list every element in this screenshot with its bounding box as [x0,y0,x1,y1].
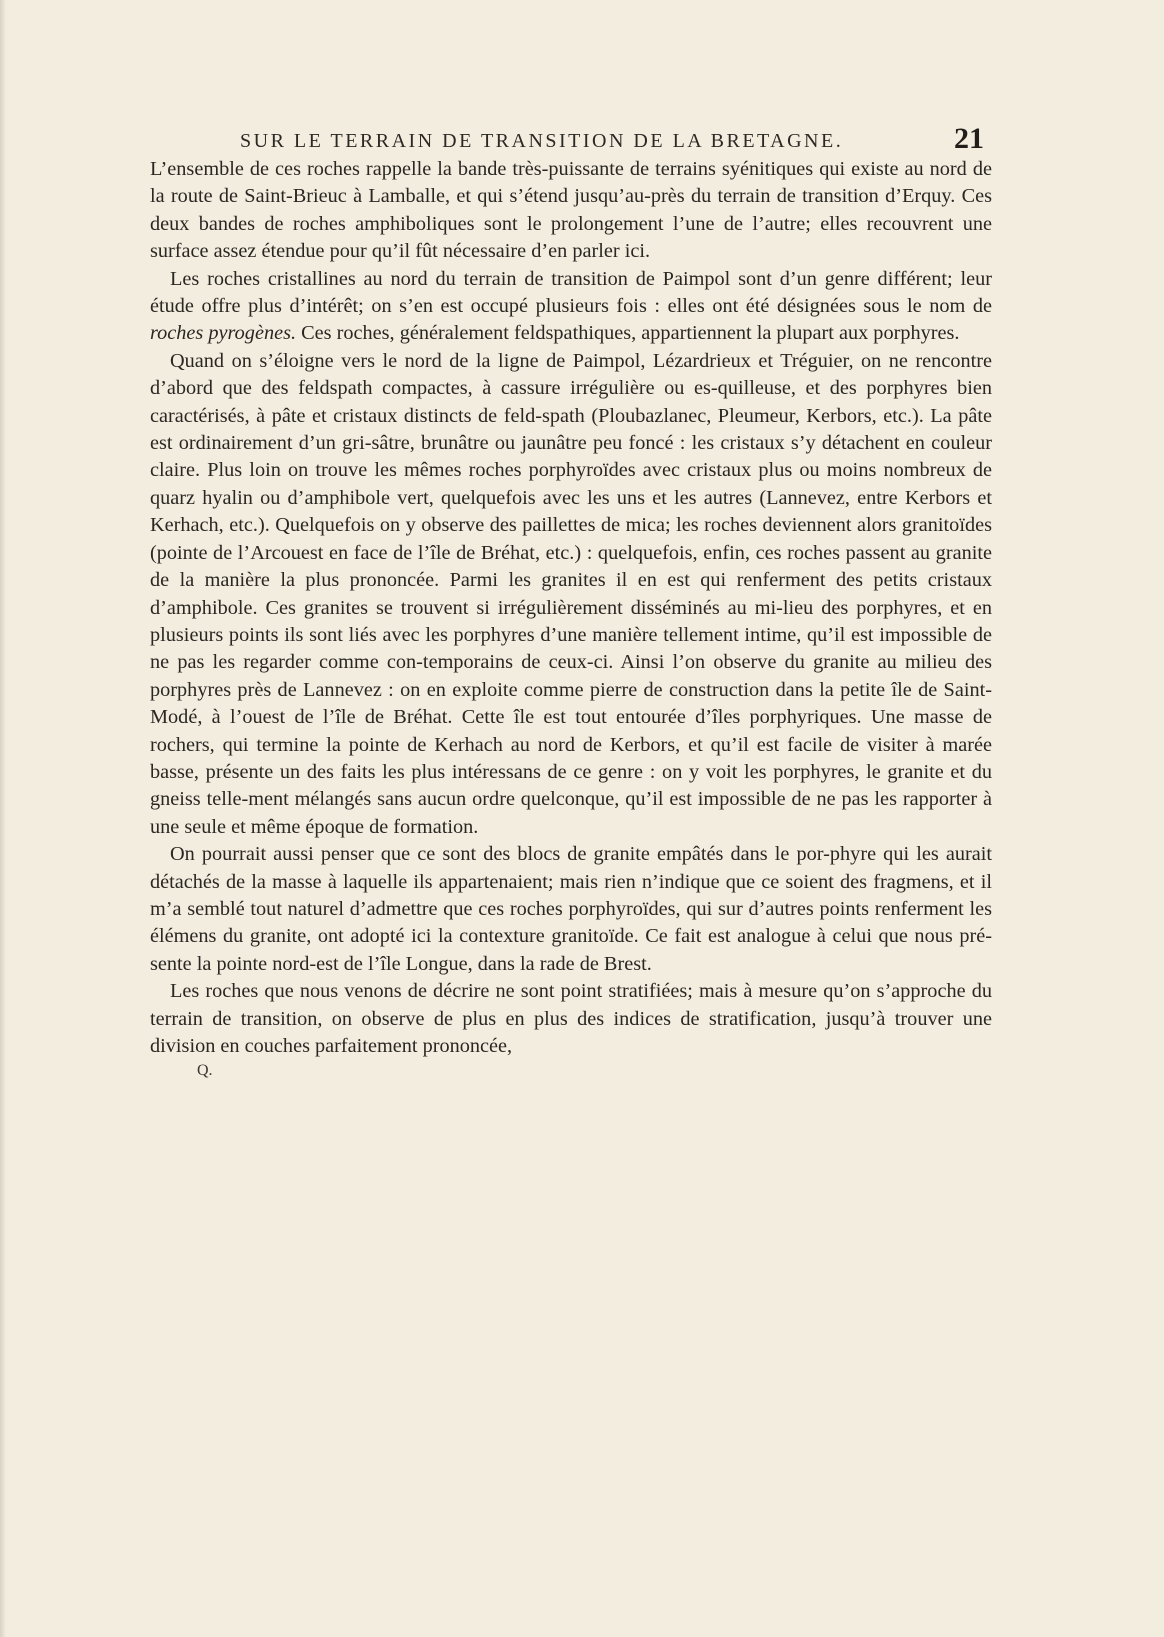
running-head [150,122,992,156]
page-number: 21 [954,122,984,155]
page-edge [0,0,6,1637]
running-title: SUR LE TERRAIN DE TRANSITION DE LA BRETAGNE. [240,130,844,152]
body-text [150,156,992,1060]
paragraph-2-after: Ces roches, généralement feldspathiques, appartiennent la plupart aux porphyres. [296,322,960,345]
paragraph-2-italic-term: roches pyrogènes. [150,322,297,345]
paragraph-1: L’ensemble de ces roches rappelle la bande très-puissante de terrains syénitiques qui existe au nord de la route de Saint-Brieuc à Lamballe, et qui s’étend jusqu’au-près du terrain de transition d’Erquy. Ces deux bandes de roches amphiboliques sont le prolongement l’une de l’autre; elles recouvrent une surface assez étendue pour qu’il fût nécessaire d’en parler ici. [150,158,992,263]
paragraph-4: On pourrait aussi penser que ce sont des blocs de granite empâtés dans le por-phyre qui les aurait détachés de la masse à laquelle ils appartenaient; mais rien n’indique que ce soient des fragmens, et il m’a semblé tout naturel d’admettre que ces roches porphyroïdes, qui sur d’autres points renferment les élémens du granite, ont adopté ici la contexture granitoïde. Ce fait est analogue à celui que nous pré-sente la pointe nord-est de l’île Longue, dans la rade de Brest. [150,843,992,975]
signature-mark: Q. [197,1062,213,1080]
paragraph-2 [150,266,992,348]
paragraph-2-before: Les roches cristallines au nord du terrain de transition de Paimpol sont d’un genre différent; leur étude offre plus d’intérêt; on s’en est occupé plusieurs fois : elles ont été désignées sous le nom de [150,267,992,318]
book-page [150,122,992,1080]
paragraph-3: Quand on s’éloigne vers le nord de la ligne de Paimpol, Lézardrieux et Tréguier, on ne rencontre d’abord que des feldspath compactes, à cassure irrégulière ou es-quilleuse, et des porphyres bien caractérisés, à pâte et cristaux distincts de feld-spath (Ploubazlanec, Pleumeur, Kerbors, etc.). La pâte est ordinairement d’un gri-sâtre, brunâtre ou jaunâtre peu foncé : les cristaux s’y détachent en couleur claire. Plus loin on trouve les mêmes roches porphyroïdes avec cristaux plus ou moins nombreux de quarz hyalin ou d’amphibole vert, quelquefois avec les uns et les autres (Lannevez, entre Kerbors et Kerhach, etc.). Quelquefois on y observe des paillettes de mica; les roches deviennent alors granitoïdes (pointe de l’Arcouest en face de l’île de Bréhat, etc.) : quelquefois, enfin, ces roches passent au granite de la manière la plus prononcée. Parmi les granites il en est qui renferment des petits cristaux d’amphibole. Ces granites se trouvent si irrégulièrement disséminés au mi-lieu des porphyres, et en plusieurs points ils sont liés avec les porphyres d’une manière tellement intime, qu’il est impossible de ne pas les regarder comme con-temporains de ceux-ci. Ainsi l’on observe du granite au milieu des porphyres près de Lannevez : on en exploite comme pierre de construction dans la petite île de Saint-Modé, à l’ouest de l’île de Bréhat. Cette île est tout entourée d’îles porphyriques. Une masse de rochers, qui termine la pointe de Kerhach au nord de Kerbors, et qu’il est facile de visiter à marée basse, présente un des faits les plus intéressans de ce genre : on y voit les porphyres, le granite et du gneiss telle-ment mélangés sans aucun ordre quelconque, qu’il est impossible de ne pas les rapporter à une seule et même époque de formation. [150,349,992,838]
paragraph-5: Les roches que nous venons de décrire ne sont point stratifiées; mais à mesure qu’on s’approche du terrain de transition, on observe de plus en plus des indices de stratification, jusqu’à trouver une division en couches parfaitement prononcée, [150,980,992,1057]
